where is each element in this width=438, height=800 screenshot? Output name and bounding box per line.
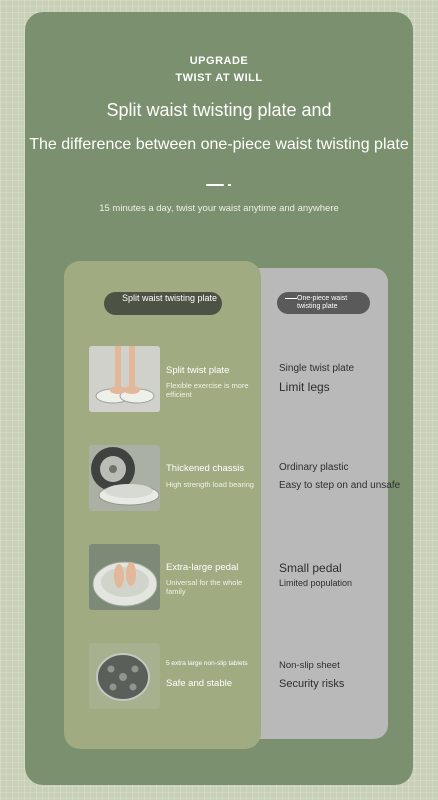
right-item-2-title: Ordinary plastic xyxy=(279,462,349,473)
left-item-4-title: 5 extra large non-slip tablets xyxy=(166,660,248,667)
left-item-3-subtitle: Universal for the whole family xyxy=(166,578,243,596)
one-piece-column-header xyxy=(277,292,370,314)
left-item-2-subtitle: High strength load bearing xyxy=(166,480,254,489)
page-subtitle: 15 minutes a day, twist your waist anytime and anywhere xyxy=(99,203,339,214)
one-piece-column-header-label: One-piece waist twisting plate xyxy=(297,295,348,310)
left-item-1-subtitle: Flexible exercise is more efficient xyxy=(166,381,249,399)
left-item-1-title: Split twist plate xyxy=(166,365,230,376)
split-column-header: Split waist twisting plate xyxy=(104,292,222,315)
right-item-3-title: Small pedal xyxy=(279,561,342,575)
page-title-line1: Split waist twisting plate and xyxy=(106,100,332,120)
right-item-4-subtitle: Security risks xyxy=(279,678,345,690)
left-item-3-title: Extra-large pedal xyxy=(166,562,239,573)
right-item-3-subtitle: Limited population xyxy=(279,578,353,588)
split-plate-photo xyxy=(89,346,160,412)
divider-dot xyxy=(228,184,231,186)
chassis-photo xyxy=(89,445,160,511)
pedal-photo xyxy=(89,544,160,610)
header-bar xyxy=(285,298,297,299)
twist-label: TWIST AT WILL xyxy=(175,72,263,84)
page-title-line2: The difference between one-piece waist twisting plate xyxy=(29,136,409,153)
left-item-4-subtitle: Safe and stable xyxy=(166,678,233,689)
right-item-1-subtitle: Limit legs xyxy=(279,380,330,394)
divider-dash xyxy=(206,184,224,186)
upgrade-label: UPGRADE xyxy=(189,55,249,67)
right-item-4-title: Non-slip sheet xyxy=(279,660,340,671)
right-item-2-subtitle: Easy to step on and unsafe xyxy=(279,480,401,491)
non-slip-tablets-photo xyxy=(89,643,160,709)
left-item-2-title: Thickened chassis xyxy=(166,463,245,474)
right-item-1-title: Single twist plate xyxy=(279,363,355,374)
